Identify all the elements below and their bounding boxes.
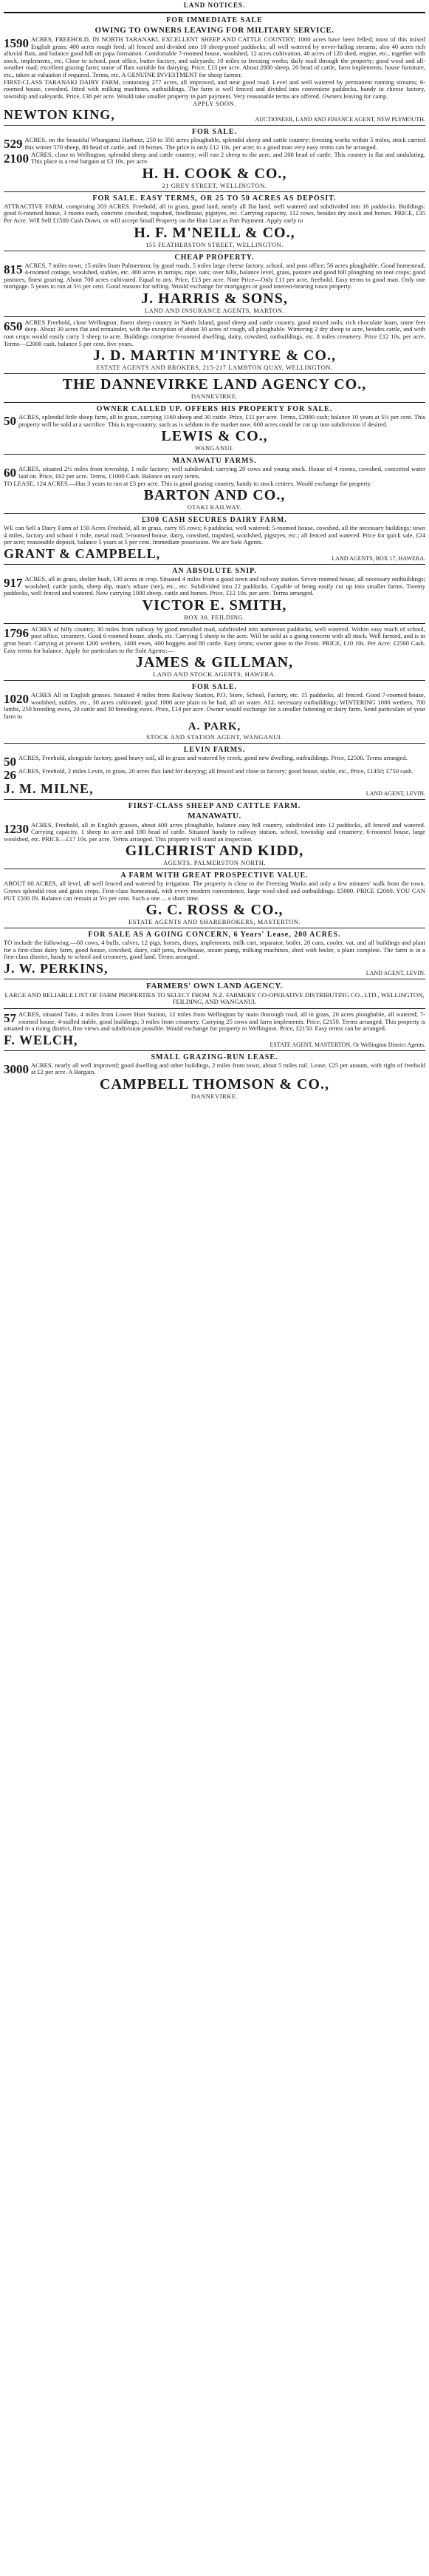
- ad-cook: [4, 128, 425, 188]
- ad-acreage: 1230: [4, 821, 29, 836]
- ad-heading: FOR SALE AS A GOING CONCERN, 6 Years' Lease, 200 ACRES.: [88, 931, 341, 939]
- ad-body: WE can Sell a Dairy Farm of 150 Acres Freehold, all in grass, carry 65 cows; 6 paddocks, well watered; 5-roomed house, cowshed, all the necessary buildings; town 4 miles, factory and school 1 mile, metal road; 5-roomed house, dairy, cowshed, trapshed, woolshed, pigstyes, etc.; all fenced and watered. Price for quick sale, £24 per acre; reasonable deposit, balance 5 years at 5 per cent. Immediate possession. We are Sole Agents.: [4, 524, 425, 546]
- ad-dannevirke-land-agency: [4, 376, 425, 400]
- ad-acreage: 650: [4, 319, 23, 333]
- ad-agent-sub: LAND AND STOCK AGENTS, HAWERA.: [153, 670, 276, 679]
- divider: [4, 402, 425, 403]
- ad-body: ACRES, FREEHOLD, IN NORTH TARANAKI, EXCELLENT SHEEP AND CATTLE COUNTRY; 1000 acres have been felled; most of this mixed English grass; 400 acres rough feed; all fenced and divided into 10 sheep-proof paddocks; all well watered by never-failing streams; also 40 acres rich alluvial flats, and balance good hill on papa formation. Comfortable 7-roomed house, woolshed, 12 acres cultivation, 40 acres of 120 shed, engine, etc., together with stock, implements, etc. Close to school, post office, butter factory, and saleyards; 10 miles to freezing works; daily mail through the property; good wool and all-weather road; excellent grazing farm; some of flats suitable for dairying. Price, £13 per acre. About 2000 sheep, 20 head of cattle, farm implements, house furniture, etc., taken at valuation if required. Terms, etc. A GENUINE INVESTMENT for sheep farmer.: [4, 35, 425, 78]
- ad-agent-sub: ESTATE AGENTS AND BROKERS, 215-217 LAMBTON QUAY, WELLINGTON.: [96, 364, 333, 372]
- ad-agent: VICTOR E. SMITH,: [142, 597, 287, 614]
- ad-heading: FOR SALE.: [191, 683, 238, 692]
- ad-acreage-second: 2100: [4, 151, 29, 166]
- ad-agent: BARTON AND CO.,: [143, 487, 286, 504]
- ad-barton: [4, 457, 425, 511]
- ad-heading: LEVIN FARMS.: [183, 745, 246, 754]
- ad-agent-sub: LAND AND INSURANCE AGENTS, MARTON.: [144, 306, 285, 314]
- ad-body: LARGE AND RELIABLE LIST OF FARM PROPERTIES TO SELECT FROM. N.Z. FARMERS' CO-OPERATIVE DISTRIBUTING CO., LTD., WELLINGTON, FEILDING, AND WANGANUI.: [4, 990, 425, 1006]
- ad-acreage: 917: [4, 576, 23, 590]
- ad-heading: CHEAP PROPERTY.: [174, 253, 255, 262]
- ad-agent-row: [4, 107, 425, 123]
- ad-heading: OWNER CALLED UP. OFFERS HIS PROPERTY FOR SALE.: [96, 405, 333, 414]
- ad-perkins: [4, 931, 425, 976]
- ad-body: ACRES, all in grass, shelter bush, 130 acres in crop. Situated 4 miles from a good town and railway station. Seven-roomed house, all necessary outbuildings; woolshed, cattle yards, sheep dip, man's whare (tee), etc., etc. Subdivided into 22 paddocks. Capable of being easily cut up into smaller farms. Twenty paddocks, well fenced and watered. Now carrying 1000 sheep, cattle and horses. Price, £12 10s. per acre. Terms arranged.: [4, 575, 425, 597]
- ad-heading: AN ABSOLUTE SNIP.: [172, 567, 257, 575]
- ad-agent-sub: AGENTS, PALMERSTON NORTH.: [162, 859, 267, 867]
- ad-body: ACRES All in English grasses. Situated 4 miles from Railway Station, P.O. Store, School, Factory, etc. 15 paddocks, all fenced. Good 7-roomed house, woolshed, stables, etc., 30 acres cultivated; good 1000 acre plain to be had, all on water. ALL necessary outbuildings; WINTERING 1000 wethers, 700 lambs, 250 breeding ewes, 20 cattle and 30 breeding ewes. Price, £14 per acre. Owner would exchange for a smaller fattening or dairy farm. Send particulars of your farm to: [4, 691, 425, 720]
- ad-agent: H. F. M'NEILL & CO.,: [134, 224, 295, 241]
- ad-body: ACRES, nearly all well improved; good dwelling and other buildings, 2 miles from town, about 5 miles rail. Lease, £25 per annum, with right of freehold at £2 per acre. A Bargain.: [31, 1061, 425, 1076]
- ad-welch: [4, 1011, 425, 1048]
- ad-body: TO include the following:—60 cows, 4 bulls, calves, 12 pigs, horses, drays, implements, milk cart, separator, boiler, 20 cans, cooler, vat, and all buildings and plant for a first-class dairy farm, good house, cowshed, dairy, calf pens, fowlhouse, steam pump, milking machines, shed with boiler, a plant complete. The farm is in a first-class district, handy to school and creamery, good land. Terms arranged.: [4, 939, 425, 961]
- ad-agent: H. H. COOK & CO.,: [142, 165, 287, 182]
- ad-agent: CAMPBELL THOMSON & CO.,: [100, 1076, 329, 1093]
- divider: [4, 680, 425, 681]
- ad-heading: SMALL GRAZING-RUN LEASE.: [151, 1053, 278, 1061]
- ad-ross: [4, 871, 425, 925]
- ad-body: ACRES, splendid little sheep farm, all in grass, carrying 1160 sheep and 30 cattle. Price, £11 per acre. Terms, £2000 cash; balance 10 years at 5½ per cent. This property will be sold at a sacrifice. This is top-country, such as is seldom in the market now. 600 acres could be cut up into subdivision if desired.: [18, 413, 425, 428]
- ad-acreage: 50: [4, 754, 16, 769]
- ad-body: ABOUT 60 ACRES, all level, all well fenced and watered by irrigation. The property is close to the Freezing Works and only a few minutes' walk from the town. Grows splendid root and grain crops. First-class homestead, with every modern convenience, large wool-shed and outbuildings. £5000. PRICE £2000. YOU CAN PUT £500 IN. Balance can remain at 5½ per cent. Such a one ... a short time.: [4, 880, 425, 902]
- ad-acreage-second: 26: [4, 767, 16, 782]
- ad-agent: GRANT & CAMPBELL,: [4, 546, 161, 561]
- ad-newton-king: [4, 16, 425, 123]
- ad-agent-sub: LAND AGENT, LEVIN.: [365, 969, 425, 976]
- ad-heading: FOR SALE. EASY TERMS, OR 25 TO 50 ACRES AS DEPOSIT.: [92, 194, 337, 203]
- ad-acreage: 815: [4, 262, 23, 276]
- ad-acreage: 60: [4, 466, 16, 480]
- ad-body: ACRES, 7 miles town, 15 miles from Palmerston, by good roads, 5 miles large cheese factory, school, and post office; 56 acres ploughable. Good homestead, 4-roomed cottage, woolshed, stables, etc. 400 acres in turnips, rape, oats; over hills, balance level, grass, pasture and good hill ploughing on root crops; good pastures, finest grazing. About 700 acres cultivated. Equal to any. Price, £13 per acre. Note Price—Only £11 per acre, freehold. Easy terms to good man. Only one mortgage. 5 years to run at 5½ per cent. Good reasons for selling. Would exchange for mortgages or good interest-bearing town property.: [4, 261, 425, 290]
- divider: [4, 316, 425, 317]
- ad-heading: FOR SALE.: [191, 128, 238, 137]
- ad-subheading: OWING TO OWNERS LEAVING FOR MILITARY SERVICE.: [95, 26, 334, 35]
- ad-agent: LEWIS & CO.,: [161, 428, 268, 445]
- ad-milne: [4, 746, 425, 797]
- ad-agent-row: [4, 781, 425, 797]
- ad-acreage: 1020: [4, 692, 29, 707]
- ad-agent-sub: AUCTIONEER, LAND AND FINANCE AGENT, NEW PLYMOUTH.: [255, 116, 425, 123]
- ad-agent: J. D. MARTIN M'INTYRE & CO.,: [93, 347, 336, 364]
- ad-agent-sub: LAND AGENTS, BOX 17, HAWERA.: [332, 555, 425, 562]
- ad-body-second: ACRES, close to Wellington, splendid sheep and cattle country; will run 2 sheep to the acre, and 200 head of cattle. This country is flat and undulating. This place is a real bargain at £3 10s. per acre.: [31, 150, 425, 166]
- ad-acreage: 529: [4, 137, 23, 152]
- ad-body: ACRES of hilly country, 30 miles from railway by good metalled road, subdivided into numerous paddocks, well watered. Within easy reach of school, post office, creamery. Good 6-roomed house, sheds, etc. Carrying 5 sheep to the acre. Will be sold as a going concern with all stock. Well farmed, and is in great heart. Carrying at present 1200 wethers, 1400 ewes, 400 hoggets and 80 cattle. Easy terms; owner gone to the Front. PRICE, £10 10s. Per Acre. £2500 Cash. Easy terms for balance. Apply for particulars to the Sole Agents:—: [4, 625, 425, 654]
- ad-agent: F. WELCH,: [4, 1032, 78, 1047]
- ad-body: ACRES, on the beautiful Whanganui Harbour, 250 to 350 acres ploughable, splendid sheep and cattle country; freezing works within 5 miles, stock carried this winter 570 sheep, 80 head of cattle, and 10 horses. The price is only £12 10s. per acre; to a good man very easy terms can be arranged.: [24, 136, 425, 151]
- divider: [4, 799, 425, 800]
- ad-agent-sub: STOCK AND STATION AGENT, WANGANUI.: [146, 733, 283, 741]
- ad-agent-sub: ESTATE AGENT, MASTERTON, Or Wellington District Agents.: [270, 1041, 425, 1048]
- ad-agent: J. HARRIS & SONS,: [141, 290, 288, 307]
- divider: [4, 564, 425, 565]
- ad-agent: GILCHRIST AND KIDD,: [125, 843, 304, 860]
- ad-gilchrist-kidd: [4, 802, 425, 867]
- ad-agent-row: [4, 546, 425, 562]
- divider: [4, 454, 425, 455]
- divider: [4, 373, 425, 374]
- ad-acreage: 1590: [4, 36, 29, 50]
- ad-body-second: ACRES, Freehold, 2 miles Levin, in grass, 20 acres flax land for dairying; all fenced and close to factory; good house, stable, etc., Price, £1450; £750 cash.: [18, 767, 413, 775]
- ad-james-gillman: [4, 626, 425, 678]
- ad-victor-smith: [4, 567, 425, 621]
- ad-heading: FOR IMMEDIATE SALE: [166, 16, 263, 24]
- divider: [4, 623, 425, 624]
- divider: [4, 1050, 425, 1051]
- ad-apply: APPLY SOON.: [193, 100, 236, 108]
- divider: [4, 513, 425, 514]
- newspaper-page: [4, 0, 425, 1100]
- ad-agent-sub: LAND AGENT, LEVIN.: [365, 789, 425, 797]
- ad-mneill: [4, 194, 425, 248]
- ad-agent-sub: 21 GREY STREET, WELLINGTON.: [162, 181, 267, 189]
- ad-heading: £300 CASH SECURES DAIRY FARM.: [142, 516, 287, 525]
- ad-acreage: 3000: [4, 1061, 29, 1076]
- divider: [4, 125, 425, 126]
- ad-park: [4, 683, 425, 740]
- ad-grant-campbell: [4, 516, 425, 562]
- ad-heading: A FARM WITH GREAT PROSPECTIVE VALUE.: [120, 871, 309, 880]
- ad-acreage: 50: [4, 414, 16, 429]
- ad-agent: J. M. MILNE,: [4, 781, 94, 796]
- ad-campbell-thomson: [4, 1053, 425, 1100]
- ad-agent-row: [4, 961, 425, 976]
- divider: [4, 191, 425, 192]
- ad-martin-mintyre: [4, 319, 425, 371]
- ad-body-second: FIRST-CLASS TARANAKI DAIRY FARM, containing 277 acres, all improved, and near good road. Level and well watered by permanent running streams; 6-roomed house, cowshed, fitted with milking machines, outbuildings. The farm is well fenced and divided into convenient paddocks, handy to cheese factory, township and saleyards. Price, £38 per acre. Would take smaller property in part payment. Very reasonable terms are offered. Owners leaving for camp.: [4, 78, 425, 100]
- ad-harris: [4, 254, 425, 314]
- ad-heading: MANAWATU FARMS.: [172, 457, 257, 466]
- ad-body-second: TO LEASE, 124 ACRES.—Has 3 years to run at £3 per acre. This is good grazing country, handy to stock centres. Would exchange for property.: [4, 479, 372, 487]
- ad-body: ACRES, situated Tatts, 4 miles from Lower Hutt Station, 12 miles from Wellington by main thorough road, all in grass, 20 acres ploughable, all watered; 7-roomed house, 4-stalled stable, good buildings; 3 miles from creamery. Carrying 25 cows and farm implements. Price, £2150. Terms arranged. This property is situated in a rising district, fine views and subdivision possible. Would exchange for property in Wellington. Price, £2150. Easy terms can be arranged.: [4, 1010, 425, 1033]
- ad-body: ATTRACTIVE FARM, comprising 203 ACRES. Freehold; all in grass, good land, nearly all flat land, well watered and subdivided into 16 paddocks. Buildings: good 6-roomed house, 3 rooms each, concrete cowshed, trapshed, fowlhouse, pigstyes, etc. Carrying capacity, 112 cows, besides dry stock and horses. PRICE, £35 Per Acre. Will Sell £1500 Cash Down, or will accept Small Property on the Hutt Line as Part Payment. Apply early to: [4, 202, 425, 224]
- ad-farmers-own: [4, 982, 425, 1006]
- ad-agent: NEWTON KING,: [4, 107, 115, 123]
- ad-acreage: 1796: [4, 625, 29, 640]
- ad-agent-sub: OTAKI RAILWAY.: [187, 503, 242, 512]
- ad-agent-sub: BOX 30, FEILDING.: [184, 613, 245, 621]
- ad-agent-row: [4, 1033, 425, 1048]
- ad-agent-sub: ESTATE AGENTS AND SHAREBROKERS, MASTERTON.: [128, 918, 301, 926]
- ad-agent: G. C. ROSS & CO.,: [145, 902, 284, 919]
- ad-heading: FIRST-CLASS SHEEP AND CATTLE FARM.: [128, 801, 301, 810]
- ad-body: ACRES Freehold, close Wellington; finest sheep country in North Island, good sheep and cattle country, good mixed soils; rich chocolate loam, some feet deep. About 30 acres flat and remainder, with the exception of about 30 acres of rough, all ploughable. Wintering 2 dry sheep to acre, besides cattle, and with root crops would easily carry 3 sheep to acre. Buildings comprise 6-roomed dwelling, dairy, cowshed, outbuildings, etc. 8 miles creamery. Price £12 10s. per acre. Terms—£2000 cash, balance 5 per cent. five years.: [4, 318, 425, 347]
- divider: [4, 1008, 425, 1009]
- ad-agent-sub: DANNEVIRKE.: [191, 392, 238, 401]
- ad-body: ACRES, Freehold, alongside factory, good heavy soil, all in grass and watered by creek; good new dwelling, outbuildings. Price, £2500. Terms arranged.: [18, 753, 408, 761]
- ad-acreage: 57: [4, 1011, 16, 1026]
- ad-agent-sub: WANGANUI.: [194, 444, 235, 452]
- ad-lewis: [4, 405, 425, 452]
- ad-agent-sub: 155 FEATHERSTON STREET, WELLINGTON.: [145, 240, 284, 248]
- page-header: LAND NOTICES.: [183, 1, 246, 9]
- ad-heading: FARMERS' OWN LAND AGENCY.: [146, 981, 283, 990]
- ad-agent: JAMES & GILLMAN,: [135, 654, 294, 671]
- ad-agent: A. PARK,: [188, 720, 241, 733]
- ad-subheading: MANAWATU.: [188, 811, 241, 820]
- divider: [4, 12, 425, 13]
- ad-agent-sub: DANNEVIRKE.: [191, 1092, 238, 1101]
- ad-body: ACRES, situated 2½ miles from township, 1 mile factory; well subdivided; carrying 20 cows and young stock. House of 4 rooms, cowshed, concreted water laid on. Price, £62 per acre. Terms, £1000 Cash. Balance on easy terms.: [18, 465, 425, 480]
- ad-agent: THE DANNEVIRKE LAND AGENCY CO.,: [62, 376, 367, 393]
- divider: [4, 743, 425, 744]
- ad-agent: J. W. PERKINS,: [4, 960, 109, 976]
- ad-body: ACRES, Freehold, all in English grasses, about 400 acres ploughable, balance easy hill country, subdivided into 12 paddocks, all fenced and watered. Carrying capacity, 1 sheep to acre and 180 head of cattle. Situated handy to railway station, school, township and creamery; 6-roomed house, large woolshed, etc. PRICE—£17 10s. per acre. Terms arranged. This property will stand an inspection.: [4, 820, 425, 843]
